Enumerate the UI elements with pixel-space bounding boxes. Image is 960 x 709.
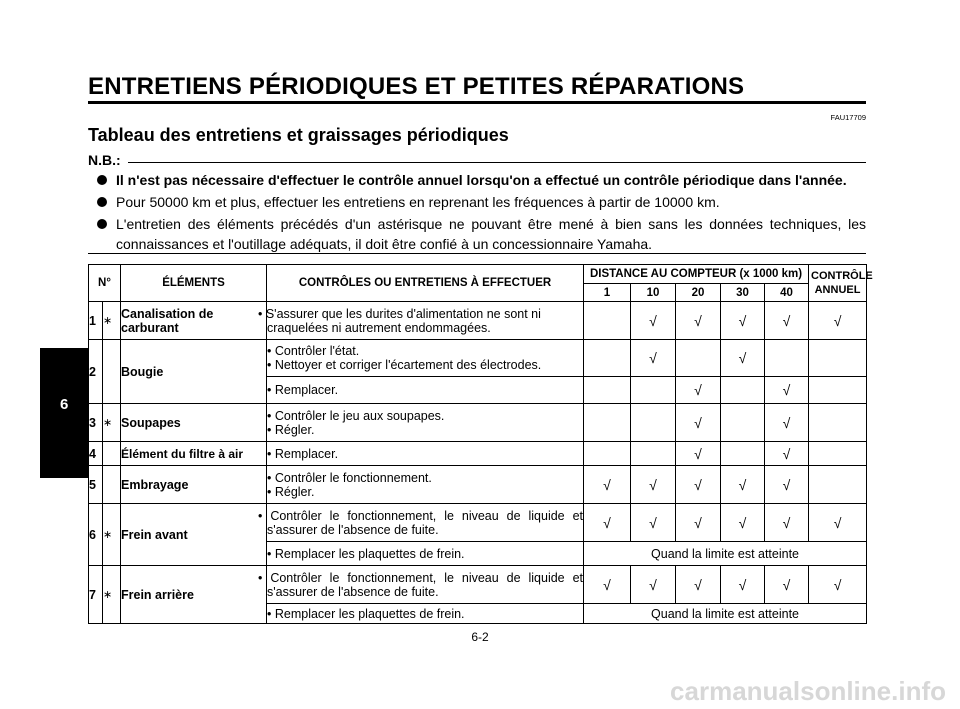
tick-cell: √	[809, 566, 867, 604]
row-element: Frein arrière	[121, 566, 267, 624]
row-check: • Remplacer.	[267, 442, 584, 466]
header-annual: CONTRÔLE ANNUEL	[809, 265, 867, 302]
tick-cell: √	[765, 504, 809, 542]
notes-list	[96, 170, 866, 256]
chapter-tab: 6	[40, 348, 88, 478]
row-number: 4	[89, 442, 103, 466]
maintenance-table	[88, 264, 873, 624]
tick-cell	[809, 340, 867, 377]
tick-cell: √	[765, 442, 809, 466]
tick-cell: √	[631, 466, 676, 504]
tick-cell: √	[765, 566, 809, 604]
row-element: Embrayage	[121, 466, 267, 504]
tick-cell: √	[676, 404, 721, 442]
tick-cell: √	[676, 377, 721, 404]
tick-cell: √	[631, 340, 676, 377]
tick-cell	[584, 377, 631, 404]
asterisk: ∗	[103, 504, 121, 566]
row-number: 6	[89, 504, 103, 566]
tick-cell	[631, 442, 676, 466]
tick-cell: √	[631, 566, 676, 604]
tick-cell: √	[721, 504, 765, 542]
watermark: carmanualsonline.info	[670, 676, 946, 706]
row-number: 7	[89, 566, 103, 624]
tick-cell: √	[765, 466, 809, 504]
nb-rule	[128, 162, 866, 163]
row-check: • Contrôler le fonctionnement, le niveau de liquide et s'assurer de l'absence de fuite.	[267, 504, 584, 542]
tick-cell: √	[631, 504, 676, 542]
when-limit-text: Quand la limite est atteinte	[584, 604, 867, 624]
asterisk: ∗	[103, 404, 121, 442]
tick-cell	[721, 377, 765, 404]
row-check: • Contrôler le fonctionnement. • Régler.	[267, 466, 584, 504]
bullet-icon	[97, 197, 107, 207]
row-number: 3	[89, 404, 103, 442]
row-element: Frein avant	[121, 504, 267, 566]
row-check: • Remplacer les plaquettes de frein.	[267, 604, 584, 624]
page-number: 6-2	[471, 630, 489, 644]
tick-cell	[721, 442, 765, 466]
when-limit-text: Quand la limite est atteinte	[584, 542, 867, 566]
tick-cell: √	[721, 466, 765, 504]
tick-cell: √	[676, 566, 721, 604]
row-number: 2	[89, 340, 103, 404]
tick-cell: √	[809, 302, 867, 340]
note-item: L'entretien des éléments précédés d'un astérisque ne pouvant être mené à bien sans les données techniques, les connaissances et l'outillage adéquats, il doit être confié à un concessionnaire Yamaha.	[96, 214, 866, 254]
row-check: • Remplacer les plaquettes de frein.	[267, 542, 584, 566]
note-item: Pour 50000 km et plus, effectuer les entretiens en reprenant les fréquences à partir de 10000 km.	[96, 192, 866, 212]
row-check: • Contrôler l'état. • Nettoyer et corriger l'écartement des électrodes.	[267, 340, 584, 377]
row-element: Canalisation de carburant	[121, 302, 267, 340]
header-distance: DISTANCE AU COMPTEUR (x 1000 km)	[584, 265, 809, 284]
tick-cell	[584, 340, 631, 377]
bullet-icon	[97, 219, 107, 229]
tick-cell	[809, 377, 867, 404]
table-row	[89, 302, 867, 340]
tick-cell: √	[809, 504, 867, 542]
tick-cell	[631, 377, 676, 404]
title-rule	[88, 101, 866, 104]
tick-cell	[809, 442, 867, 466]
tick-cell: √	[765, 302, 809, 340]
tick-cell	[721, 404, 765, 442]
tick-cell	[584, 442, 631, 466]
row-check: • Contrôler le jeu aux soupapes. • Régler.	[267, 404, 584, 442]
tick-cell	[809, 466, 867, 504]
tick-cell: √	[676, 442, 721, 466]
row-element: Soupapes	[121, 404, 267, 442]
tick-cell: √	[584, 566, 631, 604]
table-row	[89, 504, 867, 542]
tick-cell	[584, 302, 631, 340]
tick-cell: √	[765, 377, 809, 404]
table-row	[89, 466, 867, 504]
header-elements: ÉLÉMENTS	[121, 265, 267, 302]
header-distance-30: 30	[721, 284, 765, 302]
asterisk: ∗	[103, 566, 121, 624]
table-row	[89, 404, 867, 442]
row-number: 1	[89, 302, 103, 340]
row-check: • S'assurer que les durites d'alimentation ne sont ni craquelées ni autrement endommagées.	[267, 302, 584, 340]
header-distance-1: 1	[584, 284, 631, 302]
tick-cell: √	[765, 404, 809, 442]
tick-cell: √	[676, 466, 721, 504]
tick-cell	[676, 340, 721, 377]
table-row	[89, 566, 867, 604]
tick-cell: √	[584, 504, 631, 542]
header-distance-20: 20	[676, 284, 721, 302]
tick-cell	[584, 404, 631, 442]
asterisk: ∗	[103, 302, 121, 340]
tick-cell: √	[631, 302, 676, 340]
row-check: • Contrôler le fonctionnement, le niveau de liquide et s'assurer de l'absence de fuite.	[267, 566, 584, 604]
tick-cell	[631, 404, 676, 442]
table-row	[89, 340, 867, 377]
row-number: 5	[89, 466, 103, 504]
tick-cell: √	[584, 466, 631, 504]
document-code: FAU17709	[830, 113, 866, 122]
note-item: Il n'est pas nécessaire d'effectuer le contrôle annuel lorsqu'on a effectué un contrôle périodique dans l'année.	[96, 170, 866, 190]
bullet-icon	[97, 175, 107, 185]
row-check: • Remplacer.	[267, 377, 584, 404]
tick-cell: √	[721, 340, 765, 377]
notes-end-rule	[88, 253, 866, 254]
header-distance-10: 10	[631, 284, 676, 302]
header-distance-40: 40	[765, 284, 809, 302]
tick-cell	[765, 340, 809, 377]
tick-cell: √	[676, 302, 721, 340]
row-element: Bougie	[121, 340, 267, 404]
tick-cell: √	[676, 504, 721, 542]
page-subtitle: Tableau des entretiens et graissages périodiques	[88, 125, 509, 145]
row-element: Élément du filtre à air	[121, 442, 267, 466]
header-checks: CONTRÔLES OU ENTRETIENS À EFFECTUER	[267, 265, 584, 302]
header-num: N°	[89, 265, 121, 302]
nb-label: N.B.:	[88, 152, 121, 168]
tick-cell	[809, 404, 867, 442]
table-row	[89, 442, 867, 466]
tick-cell: √	[721, 566, 765, 604]
tick-cell: √	[721, 302, 765, 340]
section-title: ENTRETIENS PÉRIODIQUES ET PETITES RÉPARATIONS	[88, 73, 745, 100]
